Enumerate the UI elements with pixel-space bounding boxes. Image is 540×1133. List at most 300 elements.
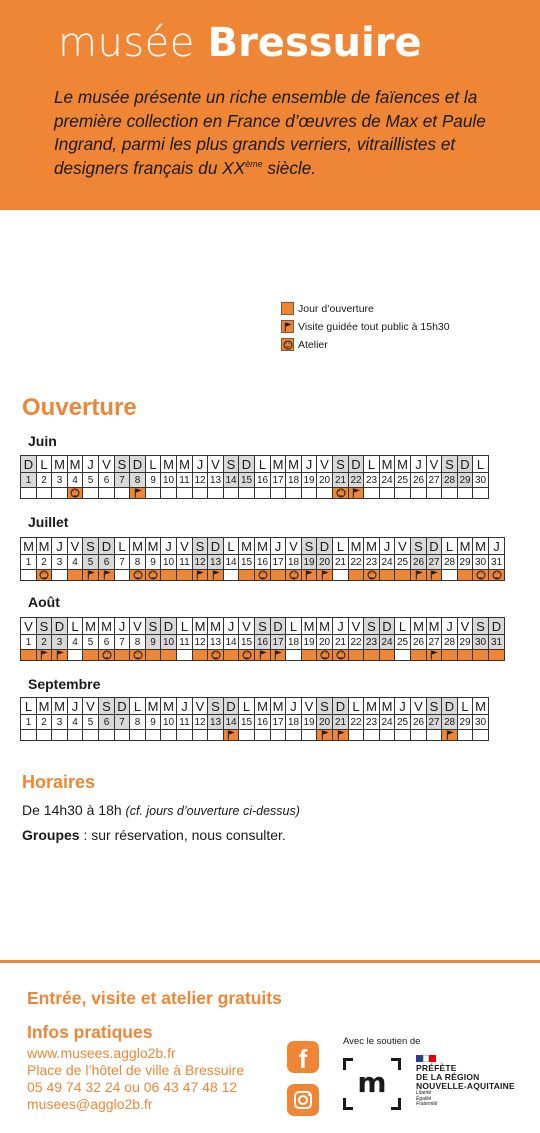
day-letter: V xyxy=(301,697,317,715)
open-day-marker xyxy=(129,569,146,581)
day-number: 26 xyxy=(410,634,427,650)
smiley-icon xyxy=(336,651,345,660)
day-number: 18 xyxy=(285,472,302,488)
day-letter: M xyxy=(160,697,177,715)
day-number: 26 xyxy=(410,554,427,570)
day-letter: J xyxy=(488,537,505,555)
closed-day-marker xyxy=(363,729,380,741)
day-number: 28 xyxy=(441,714,458,730)
day-number: 31 xyxy=(488,554,505,570)
day-number: 15 xyxy=(238,714,255,730)
day-letter: V xyxy=(129,617,146,635)
closed-day-marker xyxy=(114,569,130,581)
day-number: 7 xyxy=(114,714,130,730)
open-day-marker xyxy=(223,729,239,741)
day-letter: M xyxy=(348,537,364,555)
day-letter: M xyxy=(98,617,115,635)
day-letter: V xyxy=(457,617,473,635)
day-number: 12 xyxy=(192,714,208,730)
day-letter: D xyxy=(270,617,286,635)
day-number: 1 xyxy=(20,714,37,730)
closed-day-marker xyxy=(285,649,302,661)
day-number: 3 xyxy=(51,714,68,730)
smiley-icon xyxy=(492,571,501,580)
open-day-marker xyxy=(441,729,458,741)
day-letter: V xyxy=(348,617,364,635)
day-letter: D xyxy=(98,537,115,555)
open-day-marker xyxy=(160,649,177,661)
french-flag-icon xyxy=(416,1055,436,1062)
hours-note: (cf. jours d’ouverture ci-dessus) xyxy=(125,804,300,818)
closed-day-marker xyxy=(379,729,395,741)
day-letter: D xyxy=(20,455,37,473)
open-day-marker xyxy=(176,569,193,581)
day-letter: L xyxy=(394,617,411,635)
smiley-icon xyxy=(289,571,298,580)
day-letter: V xyxy=(98,455,115,473)
open-day-marker xyxy=(379,569,395,581)
closed-day-marker xyxy=(36,487,52,499)
day-number: 29 xyxy=(457,472,473,488)
day-letter: L xyxy=(332,537,349,555)
open-day-marker xyxy=(51,649,68,661)
closed-day-marker xyxy=(441,487,458,499)
day-number: 28 xyxy=(441,634,458,650)
open-day-marker xyxy=(270,569,286,581)
day-letter: D xyxy=(488,617,505,635)
day-number: 17 xyxy=(270,472,286,488)
day-letter: M xyxy=(394,455,411,473)
day-letter: J xyxy=(270,537,286,555)
closed-day-marker xyxy=(223,569,239,581)
day-number: 16 xyxy=(254,714,271,730)
smiley-icon xyxy=(133,571,142,580)
day-letter: V xyxy=(207,455,224,473)
month-name-juillet: Juillet xyxy=(28,514,69,530)
day-number: 5 xyxy=(82,714,99,730)
closed-day-marker xyxy=(51,569,68,581)
day-number: 22 xyxy=(348,714,364,730)
day-number: 24 xyxy=(379,714,395,730)
open-day-marker xyxy=(301,569,317,581)
flag-icon xyxy=(259,651,267,660)
day-letter: S xyxy=(98,697,115,715)
day-number: 27 xyxy=(426,634,442,650)
closed-day-marker xyxy=(316,487,333,499)
day-letter: M xyxy=(51,455,68,473)
day-number: 2 xyxy=(36,714,52,730)
free-entry: Entrée, visite et atelier gratuits xyxy=(27,988,282,1008)
flag-icon xyxy=(281,320,294,333)
day-letter: J xyxy=(441,617,458,635)
day-letter: L xyxy=(176,617,193,635)
day-letter: M xyxy=(160,455,177,473)
day-number: 30 xyxy=(472,714,489,730)
day-number: 6 xyxy=(98,554,115,570)
legend-guided xyxy=(281,320,521,334)
legend-label: Jour d’ouverture xyxy=(298,303,374,315)
flag-icon xyxy=(431,651,439,660)
day-number: 4 xyxy=(67,472,83,488)
day-letter: V xyxy=(238,617,255,635)
smiley-icon xyxy=(149,571,158,580)
day-letter: M xyxy=(472,537,489,555)
open-day-marker xyxy=(114,649,130,661)
day-letter: M xyxy=(207,617,224,635)
day-letter: D xyxy=(441,697,458,715)
open-day-marker xyxy=(348,487,364,499)
day-number: 20 xyxy=(316,634,333,650)
open-day-marker xyxy=(410,649,427,661)
day-number: 12 xyxy=(192,472,208,488)
day-number: 13 xyxy=(207,472,224,488)
closed-day-marker xyxy=(394,487,411,499)
day-number: 19 xyxy=(301,472,317,488)
open-day-marker xyxy=(98,649,115,661)
day-number: 18 xyxy=(285,634,302,650)
smiley-icon xyxy=(133,651,142,660)
day-number: 30 xyxy=(472,554,489,570)
open-day-marker xyxy=(129,487,146,499)
flag-icon xyxy=(56,651,64,660)
day-number: 3 xyxy=(51,472,68,488)
header-banner xyxy=(0,0,540,210)
day-number: 22 xyxy=(348,554,364,570)
smiley-icon xyxy=(242,651,251,660)
day-number: 9 xyxy=(145,714,161,730)
open-day-marker xyxy=(98,569,115,581)
day-number: 21 xyxy=(332,634,349,650)
support-label: Avec le soutien de xyxy=(343,1036,421,1047)
day-letter: L xyxy=(472,455,489,473)
flag-icon xyxy=(321,731,329,740)
day-letter: S xyxy=(316,697,333,715)
smiley-icon xyxy=(281,338,294,351)
day-number: 22 xyxy=(348,634,364,650)
open-day-marker xyxy=(363,649,380,661)
day-number: 31 xyxy=(488,634,505,650)
day-letter: J xyxy=(379,537,395,555)
day-number: 11 xyxy=(176,554,193,570)
flag-icon xyxy=(321,571,329,580)
day-letter: S xyxy=(145,617,161,635)
instagram-icon[interactable] xyxy=(287,1084,319,1116)
day-number: 14 xyxy=(223,714,239,730)
day-number: 8 xyxy=(129,634,146,650)
day-number: 6 xyxy=(98,472,115,488)
museum-logo xyxy=(343,1058,401,1110)
legend-open xyxy=(281,302,521,316)
open-day-marker xyxy=(129,649,146,661)
day-number: 13 xyxy=(207,634,224,650)
day-letter: L xyxy=(20,697,37,715)
open-day-marker xyxy=(285,569,302,581)
day-letter: L xyxy=(223,537,239,555)
title-light: musée xyxy=(58,20,195,66)
open-day-marker xyxy=(348,569,364,581)
day-letter: S xyxy=(223,455,239,473)
phone: 05 49 74 32 24 ou 06 43 47 48 12 xyxy=(27,1079,238,1095)
flag-icon xyxy=(337,731,345,740)
day-number: 16 xyxy=(254,472,271,488)
closed-day-marker xyxy=(160,729,177,741)
closed-day-marker xyxy=(238,729,255,741)
day-letter: M xyxy=(254,537,271,555)
closed-day-marker xyxy=(457,487,473,499)
flag-icon xyxy=(103,571,111,580)
day-letter: M xyxy=(472,697,489,715)
open-day-marker xyxy=(488,649,505,661)
open-day-marker xyxy=(254,569,271,581)
open-day-marker xyxy=(332,487,349,499)
day-letter: M xyxy=(379,697,395,715)
closed-day-marker xyxy=(285,729,302,741)
day-letter: V xyxy=(176,537,193,555)
day-letter: L xyxy=(129,697,146,715)
open-day-marker xyxy=(488,569,505,581)
day-number: 10 xyxy=(160,472,177,488)
closed-day-marker xyxy=(410,729,427,741)
closed-day-marker xyxy=(82,729,99,741)
day-letter: D xyxy=(114,697,130,715)
day-letter: M xyxy=(129,537,146,555)
legend-label: Visite guidée tout public à 15h30 xyxy=(298,321,450,333)
day-letter: V xyxy=(285,537,302,555)
closed-day-marker xyxy=(285,487,302,499)
legend-label: Atelier xyxy=(298,339,328,351)
day-number: 14 xyxy=(223,554,239,570)
facebook-icon[interactable]: f xyxy=(287,1041,319,1073)
flag-icon xyxy=(212,571,220,580)
day-letter: J xyxy=(160,537,177,555)
day-number: 23 xyxy=(363,554,380,570)
open-day-marker xyxy=(207,649,224,661)
closed-day-marker xyxy=(426,487,442,499)
closed-day-marker xyxy=(441,569,458,581)
closed-day-marker xyxy=(20,729,37,741)
closed-day-marker xyxy=(145,487,161,499)
day-number: 6 xyxy=(98,634,115,650)
day-number: 14 xyxy=(223,472,239,488)
day-letter: V xyxy=(20,617,37,635)
day-number: 21 xyxy=(332,472,349,488)
closed-day-marker xyxy=(332,569,349,581)
open-day-marker xyxy=(20,649,37,661)
day-letter: M xyxy=(238,537,255,555)
open-day-marker xyxy=(192,569,208,581)
day-letter: D xyxy=(457,455,473,473)
day-letter: L xyxy=(457,697,473,715)
flag-icon xyxy=(134,489,142,498)
closed-day-marker xyxy=(301,729,317,741)
day-letter: M xyxy=(363,697,380,715)
day-number: 11 xyxy=(176,634,193,650)
smiley-icon xyxy=(71,489,80,498)
day-number: 25 xyxy=(394,634,411,650)
open-day-marker xyxy=(363,569,380,581)
prefecture-text: PRÉFÈTE DE LA RÉGION NOUVELLE-AQUITAINE xyxy=(416,1063,515,1091)
open-day-marker xyxy=(316,569,333,581)
day-number: 4 xyxy=(67,714,83,730)
day-letter: D xyxy=(316,537,333,555)
day-number: 19 xyxy=(301,714,317,730)
intro-text xyxy=(54,86,494,180)
closed-day-marker xyxy=(426,729,442,741)
day-letter: M xyxy=(20,537,37,555)
day-letter: S xyxy=(254,617,271,635)
legend-workshop xyxy=(281,338,521,352)
day-number: 3 xyxy=(51,554,68,570)
open-day-marker xyxy=(254,649,271,661)
closed-day-marker xyxy=(457,729,473,741)
day-number: 24 xyxy=(379,634,395,650)
smiley-icon xyxy=(476,571,485,580)
closed-day-marker xyxy=(20,487,37,499)
flag-icon xyxy=(228,731,236,740)
day-letter: D xyxy=(129,455,146,473)
day-number: 20 xyxy=(316,714,333,730)
day-letter: J xyxy=(223,617,239,635)
closed-day-marker xyxy=(348,729,364,741)
orange-square-icon xyxy=(281,302,294,315)
day-number: 21 xyxy=(332,554,349,570)
day-letter: J xyxy=(176,697,193,715)
day-number: 9 xyxy=(145,472,161,488)
day-letter: L xyxy=(238,697,255,715)
email-link[interactable]: musees@agglo2b.fr xyxy=(27,1096,153,1112)
day-number: 17 xyxy=(270,714,286,730)
footer-divider xyxy=(0,960,540,963)
day-number: 15 xyxy=(238,634,255,650)
day-number: 19 xyxy=(301,554,317,570)
day-letter: M xyxy=(51,697,68,715)
closed-day-marker xyxy=(472,487,489,499)
closed-day-marker xyxy=(270,729,286,741)
day-letter: M xyxy=(285,455,302,473)
closed-day-marker xyxy=(394,649,411,661)
day-letter: J xyxy=(285,697,302,715)
day-number: 22 xyxy=(348,472,364,488)
day-letter: M xyxy=(363,537,380,555)
open-day-marker xyxy=(36,569,52,581)
day-letter: J xyxy=(82,455,99,473)
day-number: 7 xyxy=(114,554,130,570)
closed-day-marker xyxy=(67,729,83,741)
day-letter: S xyxy=(82,537,99,555)
day-number: 4 xyxy=(67,554,83,570)
day-letter: D xyxy=(379,617,395,635)
hours-title: Horaires xyxy=(22,772,96,792)
open-day-marker xyxy=(192,649,208,661)
day-number: 30 xyxy=(472,472,489,488)
day-number: 1 xyxy=(20,634,37,650)
day-number: 6 xyxy=(98,714,115,730)
day-letter: L xyxy=(363,455,380,473)
day-letter: M xyxy=(301,617,317,635)
day-letter: D xyxy=(348,455,364,473)
day-letter: D xyxy=(223,697,239,715)
closed-day-marker xyxy=(472,729,489,741)
museum-title xyxy=(58,18,422,68)
closed-day-marker xyxy=(410,487,427,499)
day-number: 13 xyxy=(207,554,224,570)
day-letter: V xyxy=(426,455,442,473)
closed-day-marker xyxy=(270,487,286,499)
closed-day-marker xyxy=(192,729,208,741)
website-link[interactable]: www.musees.agglo2b.fr xyxy=(27,1045,176,1061)
day-number: 13 xyxy=(207,714,224,730)
open-day-marker xyxy=(82,649,99,661)
day-letter: J xyxy=(410,455,427,473)
day-letter: L xyxy=(254,455,271,473)
open-day-marker xyxy=(270,649,286,661)
day-letter: V xyxy=(410,697,427,715)
closed-day-marker xyxy=(176,649,193,661)
open-day-marker xyxy=(457,649,473,661)
day-number: 27 xyxy=(426,714,442,730)
day-letter: S xyxy=(192,537,208,555)
flag-icon xyxy=(41,651,49,660)
day-number: 11 xyxy=(176,714,193,730)
day-number: 17 xyxy=(270,634,286,650)
closed-day-marker xyxy=(160,487,177,499)
open-day-marker xyxy=(394,569,411,581)
day-number: 8 xyxy=(129,714,146,730)
day-number: 7 xyxy=(114,472,130,488)
day-letter: D xyxy=(51,617,68,635)
day-number: 20 xyxy=(316,554,333,570)
day-letter: J xyxy=(332,617,349,635)
day-number: 30 xyxy=(472,634,489,650)
opening-title: Ouverture xyxy=(22,394,137,421)
day-number: 23 xyxy=(363,472,380,488)
month-name-septembre: Septembre xyxy=(28,676,101,692)
flag-icon xyxy=(446,731,454,740)
smiley-icon xyxy=(258,571,267,580)
day-number: 23 xyxy=(363,714,380,730)
day-number: 5 xyxy=(82,634,99,650)
open-day-marker xyxy=(348,649,364,661)
closed-day-marker xyxy=(192,487,208,499)
open-day-marker xyxy=(145,569,161,581)
open-day-marker xyxy=(441,649,458,661)
day-letter: L xyxy=(114,537,130,555)
day-number: 29 xyxy=(457,634,473,650)
day-number: 18 xyxy=(285,554,302,570)
closed-day-marker xyxy=(301,487,317,499)
day-letter: D xyxy=(207,537,224,555)
day-letter: S xyxy=(301,537,317,555)
day-letter: L xyxy=(285,617,302,635)
day-letter: D xyxy=(332,697,349,715)
day-letter: S xyxy=(36,617,52,635)
hours-line xyxy=(22,802,300,820)
day-letter: L xyxy=(145,455,161,473)
closed-day-marker xyxy=(114,487,130,499)
day-letter: S xyxy=(441,455,458,473)
closed-day-marker xyxy=(254,487,271,499)
address: Place de l’hôtel de ville à Bressuire xyxy=(27,1062,245,1078)
day-letter: D xyxy=(160,617,177,635)
day-letter: M xyxy=(192,617,208,635)
day-letter: M xyxy=(426,617,442,635)
groups-line xyxy=(22,827,286,844)
open-day-marker xyxy=(145,649,161,661)
day-letter: J xyxy=(51,537,68,555)
day-number: 2 xyxy=(36,472,52,488)
open-day-marker xyxy=(160,569,177,581)
day-number: 26 xyxy=(410,472,427,488)
